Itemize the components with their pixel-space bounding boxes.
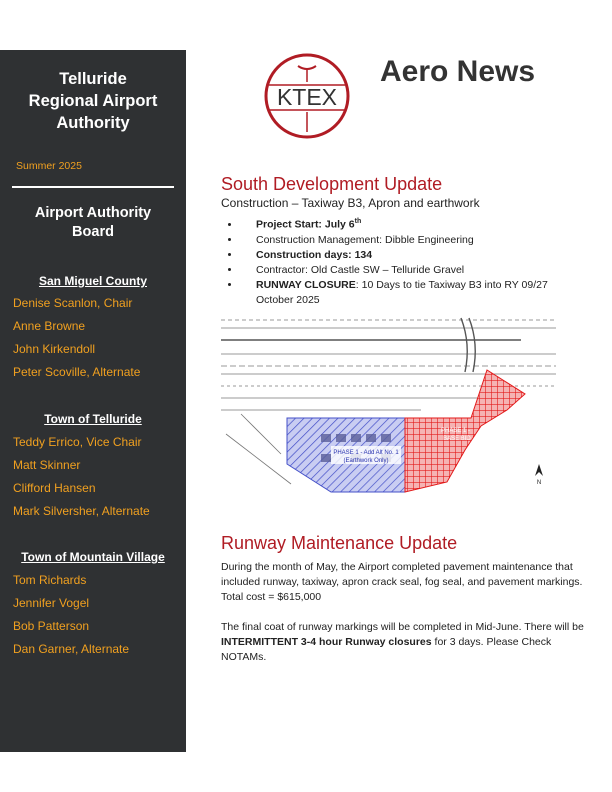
board-member: Mark Silversher, Alternate — [13, 504, 150, 518]
board-sidebar — [0, 50, 186, 752]
board-member: Bob Patterson — [13, 619, 90, 633]
group-heading-mountain-village: Town of Mountain Village — [21, 550, 165, 564]
south-development-heading: South Development Update — [221, 174, 443, 194]
north-label: N — [536, 480, 542, 486]
board-member: John Kirkendoll — [13, 342, 96, 356]
site-plan-map — [221, 314, 556, 504]
phase-alt-label: PHASE 1 - Add Alt No. 1 — [333, 450, 399, 456]
project-details-list — [221, 214, 581, 308]
list-item: • Construction days: 134 — [241, 248, 581, 263]
board-member: Denise Scanlon, Chair — [13, 296, 133, 310]
phase-alt-sublabel: (Earthwork Only) — [343, 458, 389, 464]
list-item: • Construction Management: Dibble Engineering — [241, 233, 581, 248]
board-member: Clifford Hansen — [13, 481, 96, 495]
board-member: Tom Richards — [13, 573, 87, 587]
group-heading-san-miguel: San Miguel County — [39, 274, 147, 288]
ktex-logo — [260, 52, 354, 140]
organization-title: Telluride Regional Airport Authority — [28, 70, 158, 132]
board-member: Peter Scoville, Alternate — [13, 365, 141, 379]
markings-paragraph: The final coat of runway markings will be completed in Mid-June. There will be INTERMITTENT 3-4 hour Runway closures for 3 days. Please Check NOTAMs. — [221, 621, 584, 663]
runway-maintenance-heading: Runway Maintenance Update — [221, 533, 458, 553]
edition-label: Summer 2025 — [16, 160, 82, 172]
maintenance-paragraph: During the month of May, the Airport completed pavement maintenance that included runway, taxiway, apron crack seal, fog seal, and pavement markings. Total cost = $615,000 — [221, 561, 583, 603]
board-member: Anne Browne — [13, 319, 86, 333]
sidebar-divider — [12, 186, 174, 188]
newsletter-title: Aero News — [380, 55, 536, 88]
board-title: Airport Authority Board — [34, 205, 152, 240]
svg-text:KTEX: KTEX — [276, 84, 338, 110]
board-member: Matt Skinner — [13, 458, 81, 472]
list-item: • Project Start: July 6th — [241, 214, 581, 233]
list-item: • Contractor: Old Castle SW – Telluride Gravel — [241, 263, 581, 278]
board-member: Dan Garner, Alternate — [13, 642, 130, 656]
board-member: Teddy Errico, Vice Chair — [13, 435, 142, 449]
board-member: Jennifer Vogel — [13, 596, 90, 610]
south-development-subtitle: Construction – Taxiway B3, Apron and earthwork — [221, 196, 480, 210]
list-item: • RUNWAY CLOSURE: 10 Days to tie Taxiway B3 into RY 09/27 October 2025 — [241, 278, 581, 308]
group-heading-telluride: Town of Telluride — [44, 412, 142, 426]
phase-base-sublabel: BASE BID — [443, 436, 471, 442]
phase-base-label: PHASE 1 - — [441, 428, 471, 434]
